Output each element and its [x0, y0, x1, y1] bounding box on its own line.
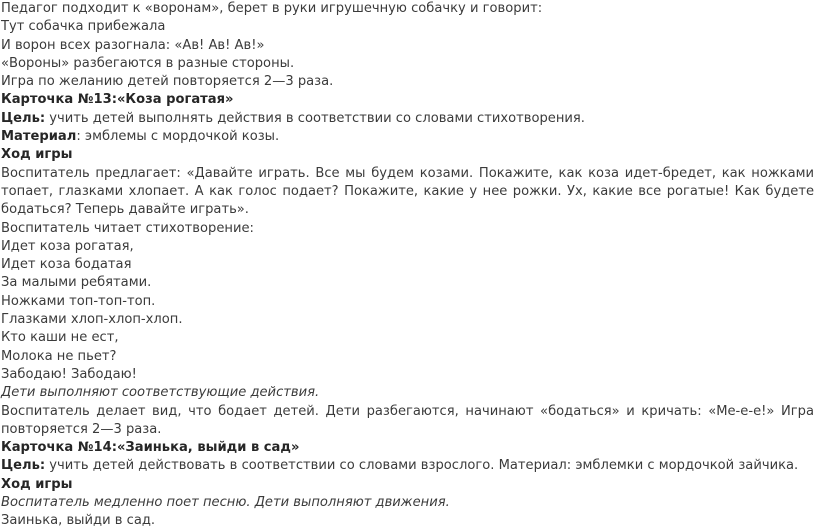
poem-line: Молока не пьет?	[1, 348, 117, 364]
material-label: Материал	[1, 129, 77, 145]
card-13-ending: Воспитатель делает вид, что бодает детей. Дети разбегаются, начинают «бодаться» и кричать: «Ме-е-е!» Игра повторяется 2—3 раза.	[1, 403, 814, 437]
goal-text: учить детей выполнять действия в соответствии со словами стихотворения.	[45, 110, 585, 126]
card-13-material	[1, 128, 814, 146]
poem-line: За малыми ребятами.	[1, 275, 152, 291]
poem-line: Забодаю! Забодаю!	[1, 366, 137, 382]
text-line: «Вороны» разбегаются в разные стороны.	[1, 55, 295, 71]
text-line: Педагог подходит к «воронам», берет в руки игрушечную собачку и говорит:	[1, 1, 543, 16]
card-14-action-note: Воспитатель медленно поет песню. Дети выполняют движения.	[1, 495, 450, 511]
goal-label: Цель:	[1, 110, 46, 126]
text-line: И ворон всех разогнала: «Ав! Ав! Ав!»	[1, 37, 265, 53]
poem-line: Идет коза рогатая,	[1, 238, 134, 254]
poem-line: Ножками топ-топ-топ.	[1, 293, 156, 309]
goal-text: учить детей действовать в соответствии со словами взрослого. Материал: эмблемки с мордочкой зайчика.	[45, 458, 799, 474]
text-line: Воспитатель читает стихотворение:	[1, 220, 254, 236]
goal-label: Цель:	[1, 458, 46, 474]
card-14-goal	[1, 457, 814, 475]
card-14-course-heading: Ход игры	[1, 476, 73, 492]
card-13-paragraph: Воспитатель предлагает: «Давайте играть. Все мы будем козами. Покажите, как коза идет-бредет, как ножками топает, глазками хлопает. А как голос подает? Покажите, какие у нее рожки. Ух, какие все рогатые! Как будете бодаться? Теперь давайте играть».	[1, 165, 814, 218]
poem-line: Глазками хлоп-хлоп-хлоп.	[1, 312, 183, 328]
card-13-action-note: Дети выполняют соответствующие действия.	[1, 385, 320, 401]
card-13-course-heading: Ход игры	[1, 147, 73, 163]
card-13-title: Карточка №13:«Коза рогатая»	[1, 92, 234, 108]
text-line: Игра по желанию детей повторяется 2—3 раза.	[1, 74, 334, 90]
text-line: Тут собачка прибежала	[1, 19, 166, 35]
poem-line: Идет коза бодатая	[1, 257, 132, 273]
material-text: : эмблемы с мордочкой козы.	[76, 129, 280, 145]
poem-line: Кто каши не ест,	[1, 330, 119, 346]
song-line: Заинька, выйди в сад.	[1, 513, 156, 529]
card-13-goal	[1, 110, 814, 128]
card-14-title: Карточка №14:«Заинька, выйди в сад»	[1, 440, 300, 456]
